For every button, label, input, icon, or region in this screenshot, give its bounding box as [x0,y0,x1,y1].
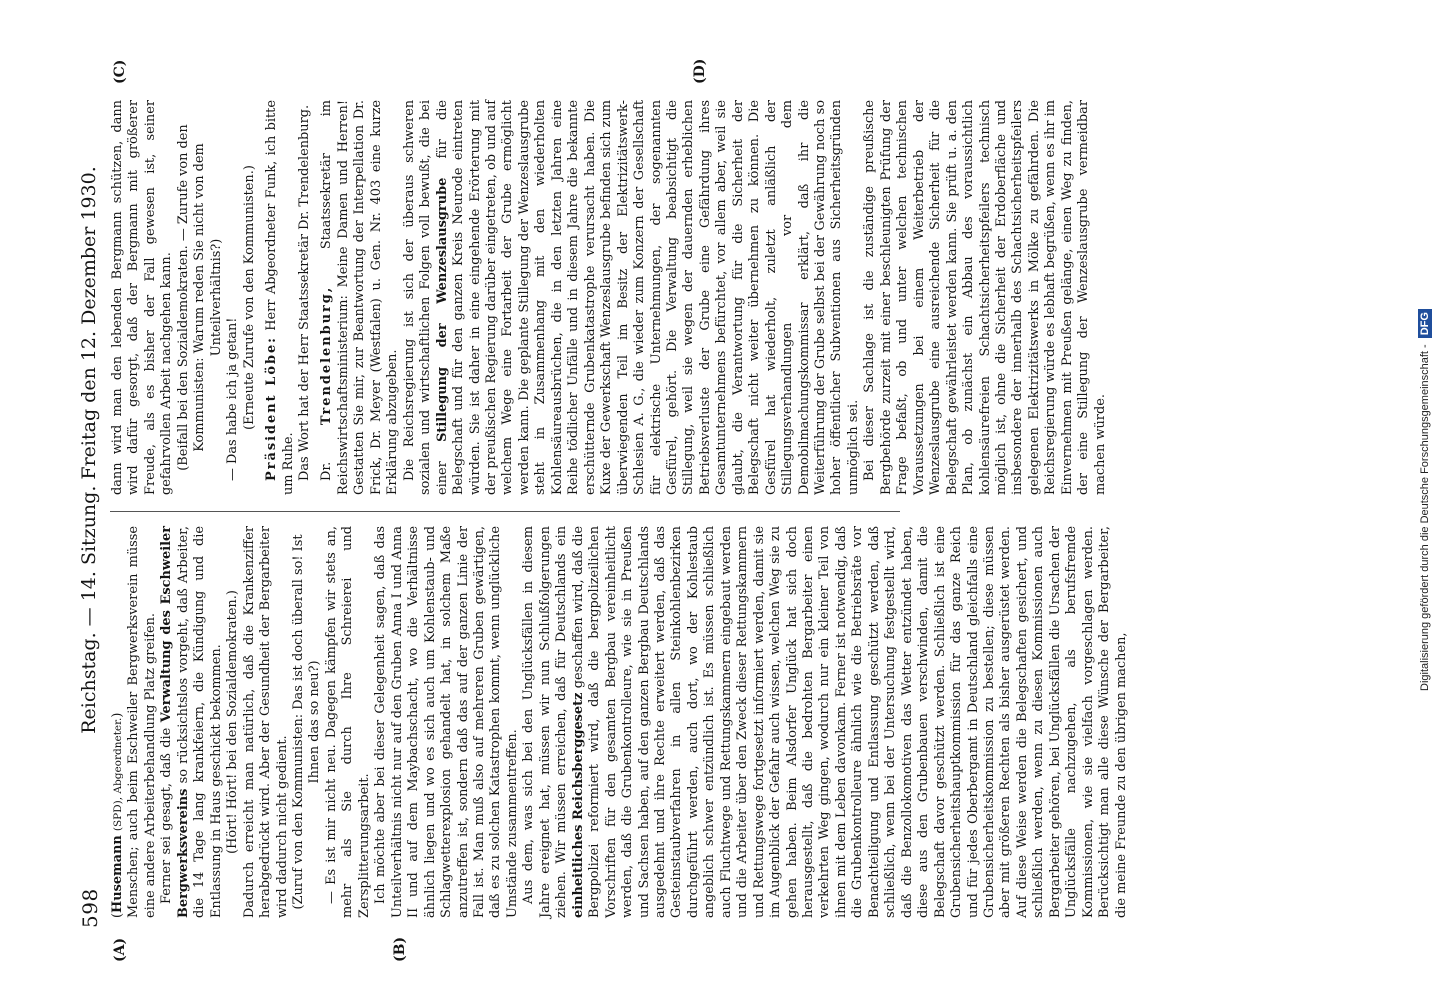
paragraph: Dadurch erreicht man natürlich, daß die Krankenziffer herabgedrückt wird. Aber der Gesundheit der Bergarbeiter wird dadurch nicht gedient. [241,526,290,918]
paragraph: Menschen; auch beim Eschweiler Bergwerksverein müsse eine andere Arbeiterbehandlung Platz greifen. [126,526,158,918]
paragraph: Ich möchte aber bei dieser Gelegenheit sagen, daß das Unteilverhältnis nicht nur auf den Gruben Anna I und Anna II und auf dem Maybachschacht, wo die Verhältnisse ähnlich liegen und wo es sich auch um Kohlenstaub- und Schlagwetterexplosion gehandelt hat, in solchem Maße anzutreffen ist, sondern daß das auf der ganzen Linie der Fall ist. Man muß also auf mehreren Gruben gewärtigen, daß es zu solchen Katastrophen kommt, wenn unglückliche Umstände zusammentreffen. [373,526,520,918]
paragraph: — Es ist mir nicht neu. Dagegen kämpfen wir stets an, mehr als Sie durch Ihre Schreierei und Zersplitterungsarbeit. [323,526,372,918]
president-name: Präsident Löbe: [264,336,280,481]
margin-letter-a: (A) [112,937,128,962]
paragraph: Aus dem, was sich bei den Unglücksfällen in diesem Jahre ereignet hat, müssen wir nun Schlußfolgerungen ziehen. Wir müssen erreichen, daß für Deutschlands ein einheitliches Reichsberggesetz geschaffen wird, daß die Bergpolizei reformiert wird, daß die bergpolizeilichen Vorschriften für den gesamten Bergbau vereinheitlicht werden, daß die Grubenkontrolleure, wie sie in Preußen und Sachsen haben, auf den ganzen Bergbau Deutschlands ausgedehnt und ihre Rechte erweitert werden, daß das Gesteinstaubverfahren in allen Steinkohlenbezirken durchgeführt werden, auch dort, wo der Kohlestaub angeblich schwer entzündlich ist. Es müssen schließlich auch Fluchtwege und Rettungskammern eingebaut werden und die Arbeiter über den Zweck dieser Rettungskammern und Rettungswege fortgesetzt informiert werden, damit sie im Augenblick der Gefahr auch wissen, welchen Weg sie zu gehen haben. Beim Alsdorfer Unglück hat sich doch herausgestellt, daß die bedrohten Bergarbeiter einen verkehrten Weg gingen, wodurch nur ein kleiner Teil von ihnen mit dem Leben davonkam. Ferner ist notwendig, daß die Grubenkontrolleure ähnlich wie die Betriebsräte vor Benachteiligung und Entlassung geschützt werden, daß schließlich, wenn bei der Untersuchung festgestellt wird, daß die Benzollokomotiven das Wetter entzündet haben, diese aus den Grubenbauen verschwinden, damit die Belegschaft davor geschützt werden. Schließlich ist eine Grubensicherheitshauptkommission für das ganze Reich und für jedes Oberbergamt in Deutschland gleichfalls eine Grubensicherheitskommission zu bestellen; diese müssen aber mit größeren Rechten als bisher ausgerüstet werden. Auf diese Weise werden die Belegschaften gesichert, und schließlich werden, wenn zu diesen Kommissionen auch Bergarbeiter gehören, bei Unglücksfällen die Ursachen der Unglücksfälle nachzugehen, als berufsfremde Kommissionen, wie sie vielfach vorgeschlagen werden. Berücksichtigt man alle diese Wünsche der Bergarbeiter, die meine Freunde zu den übrigen machen, [521,526,1129,918]
digitization-sidebar [1408,0,1434,1000]
left-column [110,526,1129,918]
interjection: (Hört! Hört! bei den Sozialdemokraten.) [225,590,241,854]
paragraph: — Das habe ich ja getan! [225,317,241,481]
running-title: Reichstag. — 14. Sitzung. Freitag den 12. Dezember 1930. [78,166,100,734]
dfg-logo: DFG [1418,309,1432,338]
president-line: Präsident Löbe: Herr Abgeordneter Funk, ich bitte um Ruhe. [264,100,296,495]
paragraph: Das Wort hat der Herr Staatssekretär Dr. Trendelenburg. [296,104,312,481]
paragraph: dann wird man den lebenden Bergmann schützen, dann wird dafür gesorgt, daß der Bergmann mit größerer Freude, als es bisher der Fall gewesen ist, seiner gefahrvollen Arbeit nachgehen kann. [110,100,175,495]
speaker-name: Husemann [110,835,125,913]
speaker-role: (SPD), Abgeordneter. [112,717,124,832]
right-column [110,100,1108,495]
speaker-name: Trendelenburg, [319,285,335,426]
column-divider [110,511,900,512]
paragraph: Ferner sei gesagt, daß die Verwaltung des Eschweiler Bergwerksvereins so rücksichtslos vorgeht, daß Arbeiter, die 14 Tage lang krankfeiern, die Kündigung und die Entlassung in Haus geschickt bekommen. [159,526,224,918]
interjection: (Erneute Zurufe von den Kommunisten.) [241,165,257,430]
paragraph: Die Reichsregierung ist sich der überaus schweren sozialen und wirtschaftlichen Folgen voll bewußt, die bei einer Stillegung der Wenzeslausgrube für die Belegschaft und für den ganzen Kreis Neurode eintreten würden. Sie ist daher in eine eingehende Erörterung mit der preußischen Regierung darüber eingetreten, ob und auf welchem Wege eine Fortarbeit der Grube ermöglicht werden kann. Die geplante Stillegung der Wenzeslausgrube steht in Zusammenhang mit den wiederholten Kohlensäureausbrüchen, die in den letzten Jahren eine Reihe tödlicher Unfälle und in diesem Jahre die bekannte erschütternde Grubenkatastrophe verursacht haben. Die Kuxe der Gewerkschaft Wenzeslausgrube befinden sich zum überwiegenden Teil im Besitz der Elektrizitätswerk-Schlesien A. G., die wieder zum Konzern der Gesellschaft für elektrische Unternehmungen, der sogenannten Gesfürel, gehört. Die Verwaltung beabsichtigt die Stillegung, weil sie wegen der dauernden erheblichen Betriebsverluste der Grube eine Gefährdung ihres Gesamtunternehmens befürchtet, vor allem aber, weil sie glaubt, die Verantwortung für die Sicherheit der Belegschaft nicht weiter übernehmen zu können. Die Gesfürel hat wiederholt, zuletzt anläßlich der Stillegungsverhandlungen vor dem Demobilmachungskommissar erklärt, daß ihr die Weiterführung der Grube selbst bei der Gewährung noch so hoher öffentlicher Subventionen aus Sicherheitsgründen unmöglich sei. [401,100,861,495]
margin-letter-c: (C) [112,59,128,84]
speaker-line: (Husemann (SPD), Abgeordneter.) [110,712,125,918]
interjection: (Zuruf von den Kommunisten: Das ist doch überall so! Ist Ihnen das so neu?) [290,534,323,910]
digitization-credit: Digitalisierung gefördert durch die Deutsche Forschungsgemeinschaft -DFG [1412,0,1438,1000]
paragraph: Bei dieser Sachlage ist die zuständige preußische Bergbehörde zurzeit mit einer beschleunigten Prüfung der Frage befaßt, ob und unter welchen technischen Voraussetzungen bei einem Weiterbetrieb der Wenzeslausgrube eine ausreichende Sicherheit für die Belegschaft gewährleistet werden kann. Sie prüft u. a. den Plan, ob zunächst ein Abbau des voraussichtlich kohlensäurefreien Schachtsicherheitspfeilers technisch möglich ist, ohne die Sicherheit der Erdoberfläche und insbesondere der innerhalb des Schachtsicherheitspfeilers gelegenen Elektrizitätswerks in Mölke zu gefährden. Die Reichsregierung würde es lebhaft begrüßen, wenn es ihr im Einvernehmen mit Preußen gelänge, einen Weg zu finden, der eine Stillegung der Wenzeslausgrube vermeidbar machen würde. [862,100,1108,495]
page-number: 598 [78,888,102,928]
speaker-line: Dr. Trendelenburg, Staatssekretär im Reichswirtschaftsministerium: Meine Damen und Herren! Gestatten Sie mir, zur Beantwortung der Interpellation Dr. Frick, Dr. Meyer (Westfalen) u. Gen. Nr. 403 eine kurze Erklärung abzugeben. [319,100,401,495]
interjection: (Beifall bei den Sozialdemokraten. — Zurufe von den Kommunisten: Warum reden Sie nicht von dem Unteilverhältnis?) [175,124,224,471]
margin-letter-b: (B) [392,936,408,962]
margin-letter-d: (D) [692,58,708,84]
